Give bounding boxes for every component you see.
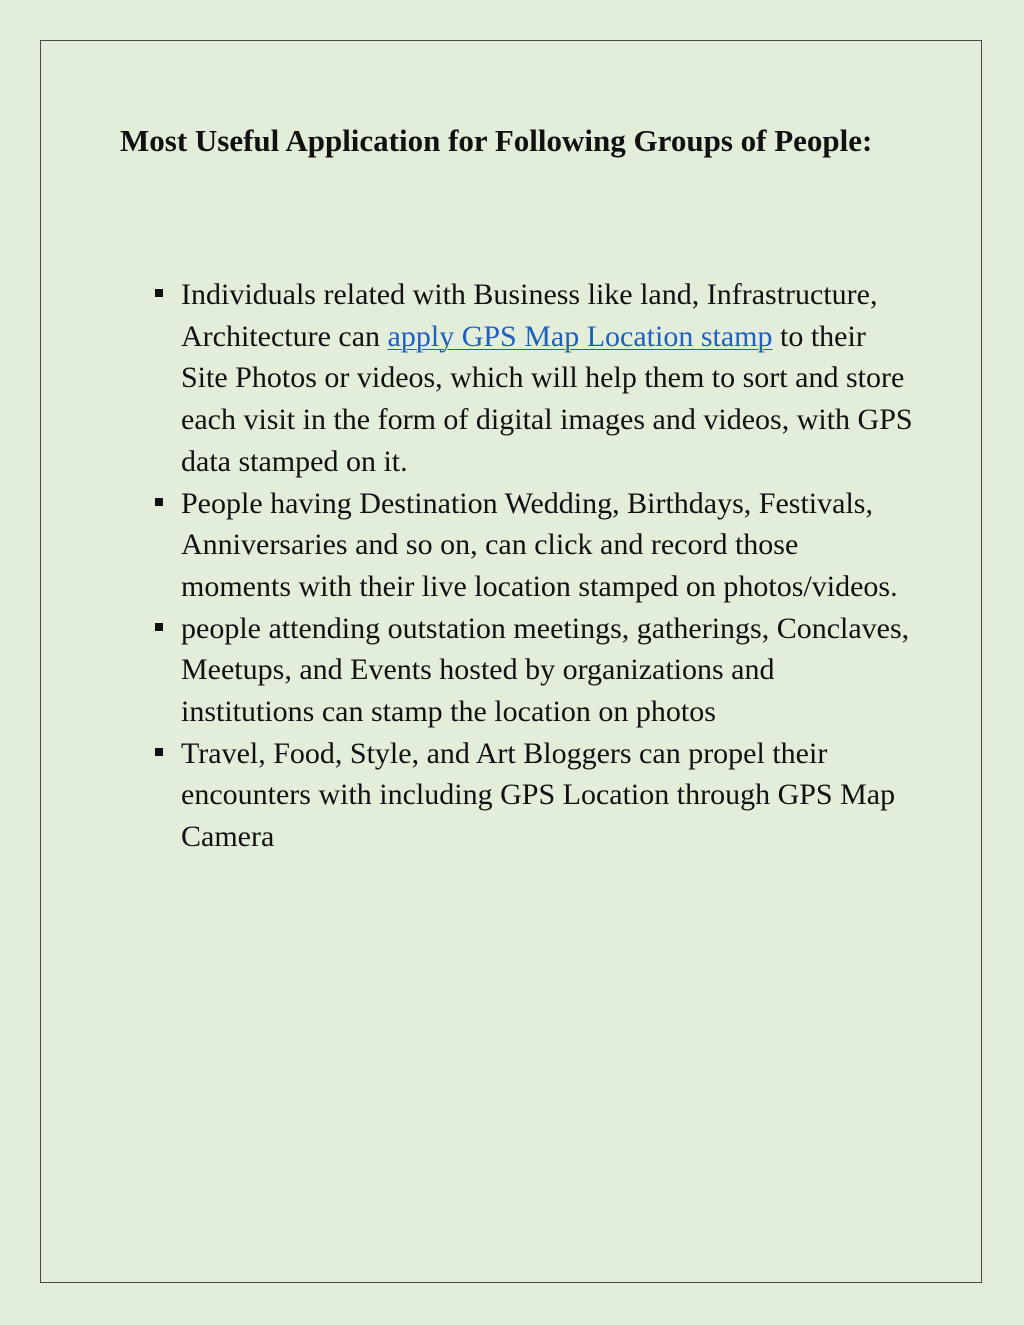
list-item-meetings xyxy=(154,608,914,733)
gps-stamp-link[interactable]: apply GPS Map Location stamp xyxy=(387,319,773,353)
list-item-business xyxy=(154,274,914,483)
square-bullet-icon xyxy=(155,623,163,631)
list-item-text-after-link: to their Site Photos or videos, which will help them to sort and store each visit in the form of digital images and videos, with GPS data stamped on it. xyxy=(181,319,913,478)
list-item-text: People having Destination Wedding, Birthdays, Festivals, Anniversaries and so on, can click and record those moments with their live location stamped on photos/videos. xyxy=(181,486,898,603)
list-item-text: Travel, Food, Style, and Art Bloggers can propel their encounters with including GPS Location through GPS Map Camera xyxy=(181,736,896,854)
square-bullet-icon xyxy=(155,289,163,297)
square-bullet-icon xyxy=(155,498,163,506)
list-item-events xyxy=(154,483,914,608)
list-item-text-before-link: Individuals related with Business like land, Infrastructure, Architecture can xyxy=(181,278,878,353)
square-bullet-icon xyxy=(155,748,163,756)
list-item-text: people attending outstation meetings, gatherings, Conclaves, Meetups, and Events hosted by organizations and institutions can stamp the location on photos xyxy=(181,611,910,729)
page-heading: Most Useful Application for Following Groups of People: xyxy=(120,123,873,158)
bullet-list xyxy=(154,274,914,858)
list-item-bloggers xyxy=(154,733,914,858)
